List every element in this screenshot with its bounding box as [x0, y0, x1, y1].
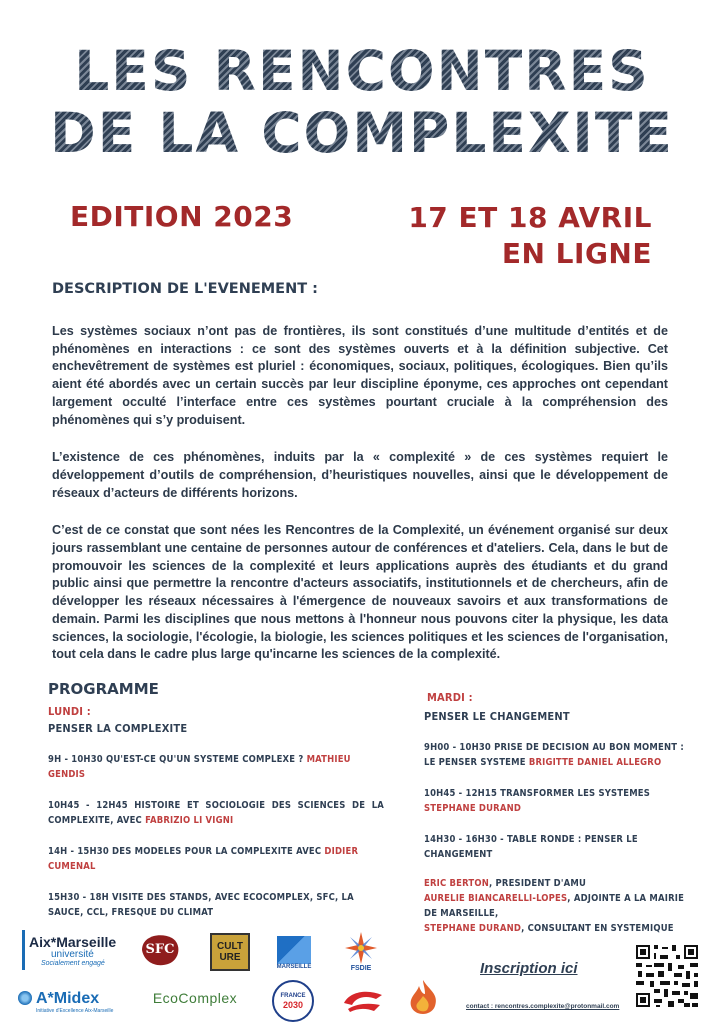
main-title: [0, 40, 724, 164]
sf-swoosh-icon: [340, 985, 386, 1013]
sfc-logo: SFC: [136, 930, 184, 968]
speaker-name: FABRIZIO LI VIGNI: [145, 815, 234, 826]
tuesday-column: [424, 690, 689, 936]
monday-theme: PENSER LA COMPLEXITE: [48, 722, 188, 735]
ville-marseille-logo: MARSEILLE: [276, 934, 312, 972]
amidex-logo: A*Midex Initiative d'Excellence Aix-Marseille: [18, 987, 120, 1017]
qr-code[interactable]: [634, 943, 700, 1009]
fsdie-star-icon: [341, 931, 381, 965]
programme-heading: PROGRAMME: [48, 680, 159, 698]
amu-logo: Aix*Marseille université Socialement engagé: [22, 930, 129, 970]
description-body: [52, 323, 668, 684]
tuesday-item: 9H00 - 10H30 PRISE DE DECISION AU BON MOMENT : LE PENSER SYSTEME BRIGITTE DANIEL ALLEGRO: [424, 742, 684, 768]
speaker-name: MATHIEU GENDIS: [48, 754, 351, 780]
sf-red-logo: [340, 985, 386, 1013]
description-paragraph: C’est de ce constat que sont nées les Rencontres de la Complexité, un événement organisé sur deux jours rassemblant une centaine de personnes autour de conférences et d'ateliers. Cela, dans le but de promouvoir les sciences de la complexité et leurs applications auprès des étudiants et du grand public ainsi que permettre la rencontre d'acteurs associatifs, institutionnels et de chercheurs, afin de développer les réseaux nécessaires à l'émergence de nouveaux savoirs et aux transformations de demain. Parmi les disciplines que nous mettons à l'honneur nous pouvons citer la physique, les data sciences, la sociologie, l'écologie, la biologie, les sciences politiques et les sciences de l'organisation, tout cela dans le cadre plus large qu'incarne les sciences de la complexité.: [52, 523, 668, 662]
description-paragraph: L’existence de ces phénomènes, induits par la « complexité » de ces systèmes requiert le développement d’outils de compréhension, d’heuristiques nouvelles, ainsi que le développement de réseaux d’acteurs de différents horizons.: [52, 450, 668, 500]
flame-icon: [405, 978, 441, 1016]
edition-label: EDITION 2023: [70, 200, 294, 233]
monday-item: 15H30 - 18H VISITE DES STANDS, AVEC ECOCOMPLEX, SFC, LA SAUCE, CCL, FRESQUE DU CLIMAT: [48, 892, 354, 918]
monday-item: 14H - 15H30 DES MODELES POUR LA COMPLEXITE AVEC DIDIER CUMENAL: [48, 846, 359, 872]
description-heading: DESCRIPTION DE L'EVENEMENT :: [52, 281, 318, 297]
description-paragraph: Les systèmes sociaux n’ont pas de frontières, ils sont constitués d’une multitude d’entités et de phénomènes en interactions : ce sont des systèmes ouverts et à la définition subjective. Cet enchevêtrement de systèmes est pluriel : économiques, sociaux, politiques, écologiques. Bien qu’ils aient été abordés avec un certain succès par leur discipline éponyme, ces approches ont cependant largement occulté l’interface entre ces systèmes pourtant cruciale à la compréhension des phénomènes qui s’y produisent.: [52, 324, 668, 427]
tuesday-day: MARDI :: [427, 691, 473, 704]
panelist: STEPHANE DURAND, CONSULTANT EN SYSTEMIQUE: [424, 923, 674, 934]
speaker-name: DIDIER CUMENAL: [48, 846, 359, 872]
panelist: AURELIE BIANCARELLI-LOPES, ADJOINTE A LA MAIRIE DE MARSEILLE,: [424, 893, 685, 919]
dates-line-1: 17 ET 18 AVRIL: [408, 201, 652, 234]
speaker-name: STEPHANE DURAND: [424, 803, 522, 814]
monday-day: LUNDI :: [48, 705, 91, 718]
tuesday-item: 10H45 - 12H15 TRANSFORMER LES SYSTEMES STEPHANE DURAND: [424, 788, 651, 814]
inscription-link[interactable]: Inscription ici: [480, 960, 578, 977]
round-table-panel: [424, 876, 689, 936]
fsdie-logo: FSDIE: [338, 928, 384, 974]
amidex-dots-icon: [18, 991, 32, 1005]
tuesday-theme: PENSER LE CHANGEMENT: [424, 710, 570, 723]
france2030-logo: FRANCE 2030: [272, 980, 314, 1022]
title-line-1: LES RENCONTRES: [74, 39, 650, 103]
title-line-2: DE LA COMPLEXITE: [50, 101, 674, 165]
monday-item: 10H45 - 12H45 HISTOIRE ET SOCIOLOGIE DES SCIENCES DE LA COMPLEXITE, AVEC FABRIZIO LI VIGNI: [48, 800, 384, 826]
flame-logo: [404, 978, 442, 1016]
event-dates: [408, 200, 652, 272]
dates-line-2: EN LIGNE: [501, 237, 652, 270]
panelist: ERIC BERTON, PRESIDENT D'AMU: [424, 878, 587, 889]
monday-column: [48, 704, 384, 920]
tuesday-item: 14H30 - 16H30 - TABLE RONDE : PENSER LE CHANGEMENT: [424, 834, 638, 860]
speaker-name: BRIGITTE DANIEL ALLEGRO: [528, 757, 662, 768]
qr-code-icon: [634, 943, 700, 1009]
monday-item: 9H - 10H30 QU'EST-CE QU'UN SYSTEME COMPLEXE ? MATHIEU GENDIS: [48, 754, 351, 780]
ecocomplex-logo: EcoComplex: [152, 990, 238, 1006]
culture-logo: CULT URE: [210, 933, 250, 971]
contact-email[interactable]: contact : rencontres.complexite@protonmail.com: [466, 1003, 620, 1010]
ville-flag-icon: [277, 936, 311, 964]
